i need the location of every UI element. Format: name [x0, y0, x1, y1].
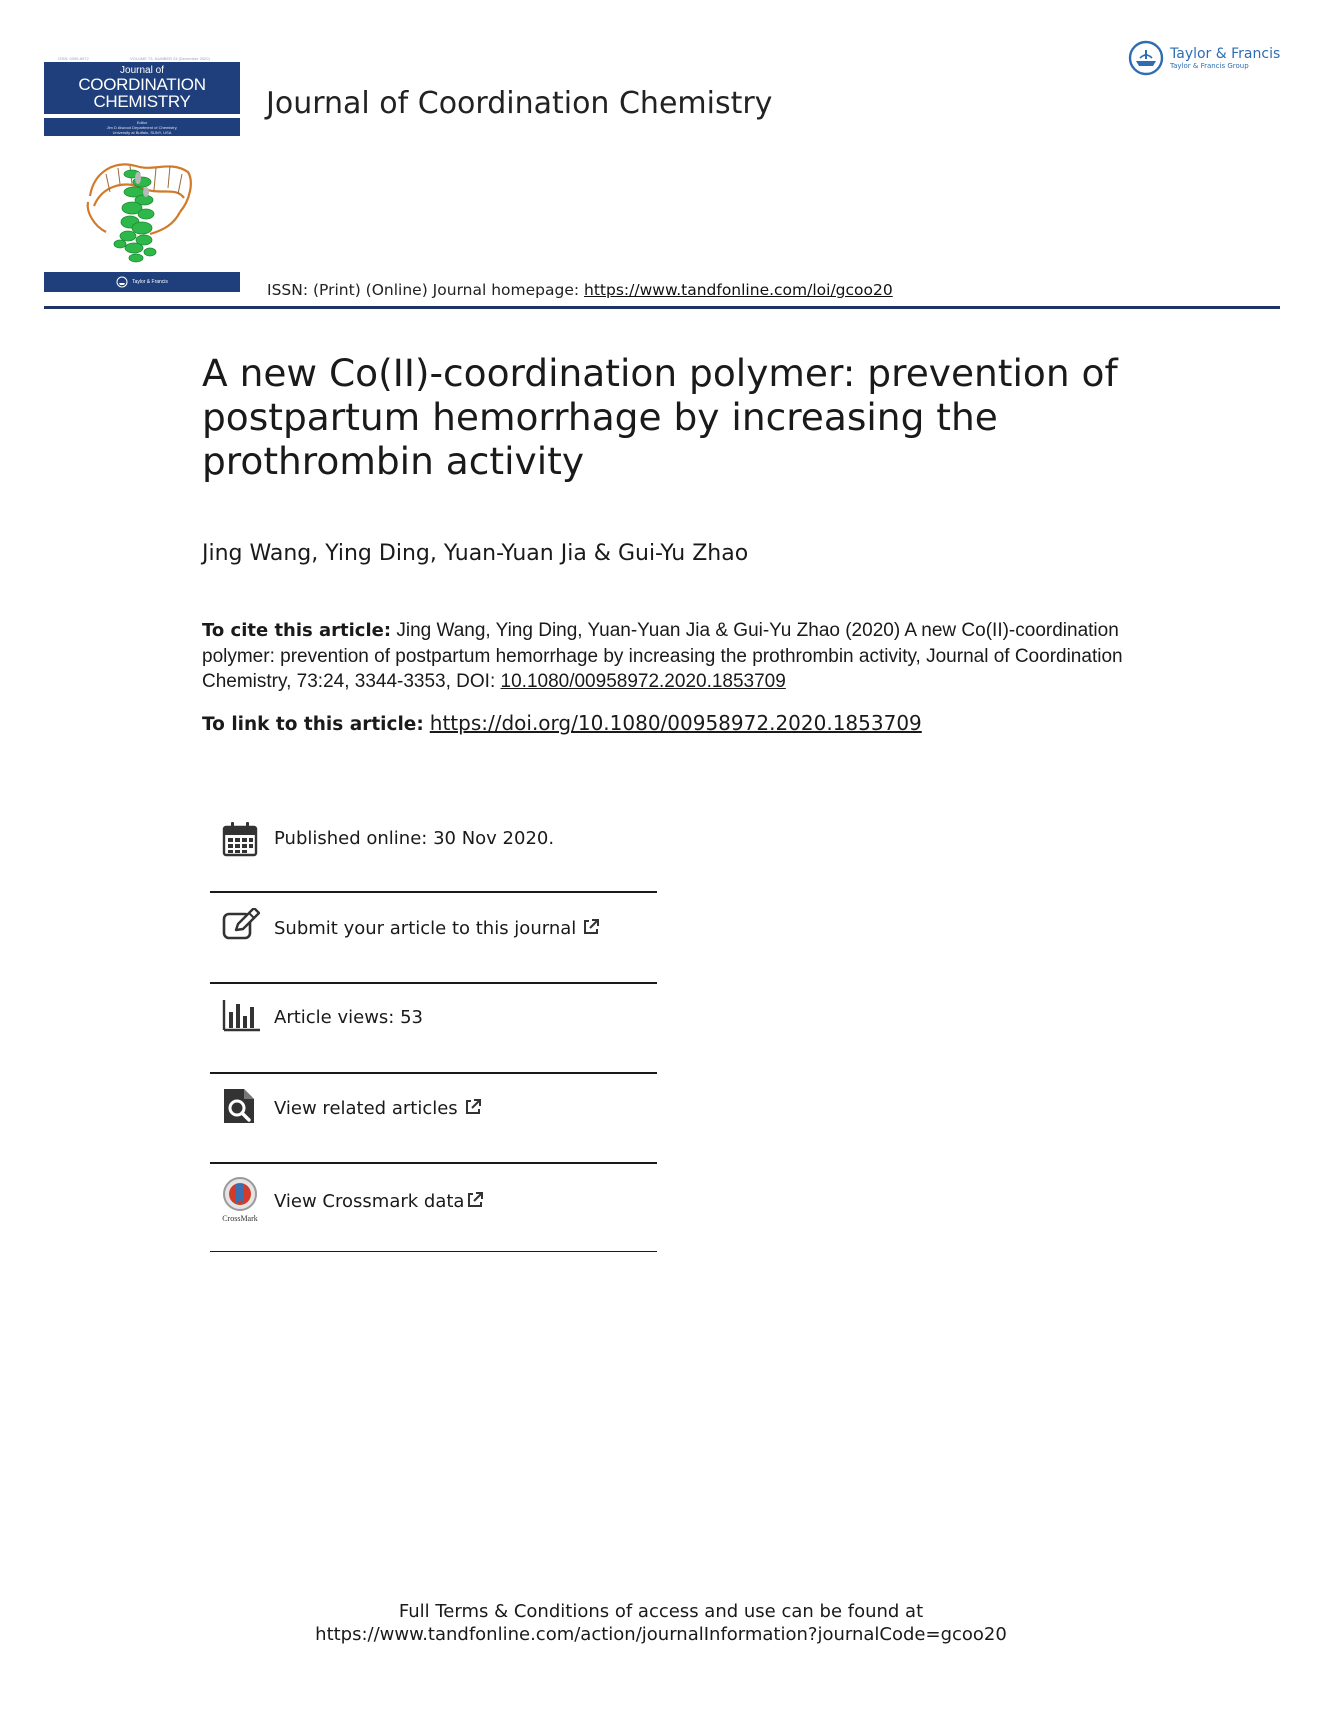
publisher-group: Taylor & Francis Group [1170, 61, 1249, 70]
cover-editor-strip [44, 118, 240, 136]
cover-masthead [44, 62, 240, 114]
article-link-line [202, 711, 922, 735]
cover-editor-label: Editor [136, 120, 148, 125]
issn-line [267, 281, 893, 299]
cite-label: To cite this article: [202, 620, 392, 641]
taylor-francis-logo[interactable] [1128, 40, 1280, 76]
taylor-francis-icon [1128, 40, 1164, 76]
related-articles-link[interactable] [274, 1098, 482, 1119]
publisher-logo-icon [116, 276, 128, 288]
divider [210, 1162, 657, 1164]
cover-editor-affiliation: University at Buffalo, SUNY, USA [112, 130, 172, 135]
header-divider [44, 306, 1280, 309]
submit-article-link[interactable] [274, 918, 600, 939]
crossmark-link[interactable] [274, 1191, 484, 1212]
submit-article-label: Submit your article to this journal [274, 918, 577, 939]
submit-article-row[interactable] [210, 906, 657, 950]
cover-editor-name: Jim D Atwood Department of Chemistry, [106, 125, 178, 130]
cover-publisher-strip [44, 272, 240, 292]
published-row [210, 818, 657, 862]
external-link-icon [464, 1098, 482, 1116]
article-doi-link[interactable]: https://doi.org/10.1080/00958972.2020.1853709 [429, 711, 922, 735]
related-articles-label: View related articles [274, 1098, 458, 1119]
external-link-icon [582, 918, 600, 936]
terms-line: Full Terms & Conditions of access and use can be found at [398, 1601, 924, 1622]
edit-icon [222, 908, 260, 942]
article-views-count: Article views: 53 [274, 1007, 423, 1028]
crossmark-badge-label: CrossMark [222, 1214, 258, 1223]
citation-block [202, 618, 1152, 695]
cover-chemistry: CHEMISTRY [93, 92, 191, 111]
journal-title: Journal of Coordination Chemistry [266, 86, 773, 121]
publisher-name: Taylor & Francis [1170, 45, 1281, 62]
journal-homepage-link[interactable]: https://www.tandfonline.com/loi/gcoo20 [584, 281, 893, 299]
crossmark-row[interactable] [210, 1176, 657, 1226]
calendar-icon [222, 821, 258, 857]
cover-coordination: COORDINATION [78, 75, 206, 94]
related-articles-row[interactable] [210, 1086, 657, 1130]
cite-doi-link[interactable]: 10.1080/00958972.2020.1853709 [500, 671, 786, 692]
cover-publisher-name: Taylor & Francis [132, 278, 168, 285]
divider [210, 1072, 657, 1074]
article-views-row [210, 996, 657, 1040]
journal-cover [44, 56, 240, 292]
crossmark-label: View Crossmark data [274, 1191, 465, 1212]
divider [210, 1251, 657, 1252]
issn-prefix: ISSN: (Print) (Online) Journal homepage: [267, 281, 585, 299]
cover-issn: ISSN: 0095-8972 [58, 56, 89, 61]
divider [210, 891, 657, 893]
terms-footer [0, 1600, 1322, 1646]
cover-journal-of: Journal of [120, 65, 164, 76]
cover-volume: VOLUME 73, NUMBER 24 (December 2020) [130, 56, 210, 61]
bar-chart-icon [222, 998, 262, 1032]
article-authors: Jing Wang, Ying Ding, Yuan-Yuan Jia & Gui-Yu Zhao [202, 541, 749, 566]
link-label: To link to this article: [202, 714, 424, 735]
external-link-icon [466, 1191, 484, 1209]
terms-url[interactable]: https://www.tandfonline.com/action/journalInformation?journalCode=gcoo20 [315, 1624, 1007, 1645]
cite-text: Jing Wang, Ying Ding, Yuan-Yuan Jia & Gui-Yu Zhao (2020) A new Co(II)-coordination polymer: prevention of postpartum hemorrhage by increasing the prothrombin activity, Journal of Coordination Chemistry, 73:24, 3344-3353, DOI: [202, 620, 1123, 692]
crossmark-icon [220, 1176, 260, 1224]
published-date: Published online: 30 Nov 2020. [274, 828, 555, 849]
document-search-icon [222, 1087, 256, 1125]
divider [210, 982, 657, 984]
article-title: A new Co(II)-coordination polymer: prevention of postpartum hemorrhage by increasing the prothrombin activity [202, 351, 1118, 483]
molecule-illustration [84, 152, 196, 268]
